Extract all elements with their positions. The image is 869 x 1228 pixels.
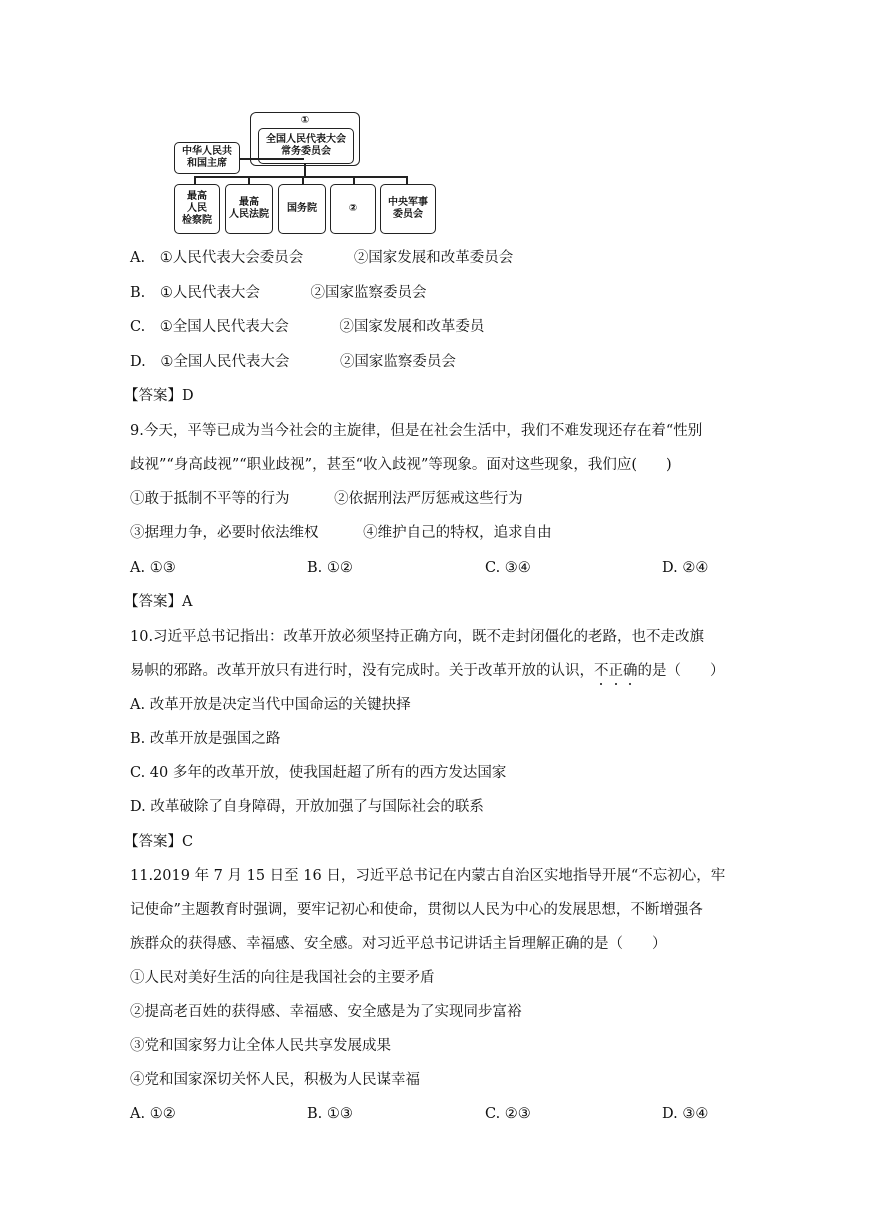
q11-choice-a: A. ①② bbox=[130, 1106, 176, 1122]
q9-item: ①敢于抵制不平等的行为 bbox=[130, 491, 290, 507]
q9-choice-d: D. ②④ bbox=[662, 560, 709, 576]
q10-answer: 【答案】C bbox=[124, 834, 194, 850]
q9-choice-a: A. ①③ bbox=[130, 560, 176, 576]
diagram-box-1-label: ① bbox=[300, 115, 310, 126]
q10-emphasis: 确 bbox=[623, 663, 638, 679]
diagram-court-label: 最高 人民法院 bbox=[229, 197, 269, 220]
diagram-president-label: 中华人民共 和国主席 bbox=[182, 146, 232, 169]
diagram-connector bbox=[194, 176, 406, 178]
q11-choice-c: C. ②③ bbox=[485, 1106, 531, 1122]
q10-stem-line2 bbox=[130, 661, 725, 681]
q8-option-text: ②国家监察委员会 bbox=[339, 354, 456, 370]
q9-item: ②依据刑法严厉惩戒这些行为 bbox=[334, 491, 523, 507]
diagram-procuratorate-label: 最高 人民 检察院 bbox=[182, 191, 212, 226]
q11-item-1: ①人民对美好生活的向往是我国社会的主要矛盾 bbox=[130, 970, 435, 986]
diagram-supreme-court bbox=[225, 184, 273, 234]
q9-items-row2 bbox=[130, 523, 552, 543]
diagram-connector bbox=[406, 176, 408, 184]
diagram-cmc-label: 中央军事 委员会 bbox=[388, 197, 428, 220]
q8-option-letter: C. bbox=[130, 319, 146, 335]
diagram-connector bbox=[248, 176, 250, 184]
diagram-connector bbox=[302, 176, 304, 184]
q10-stem-text: 易帜的邪路。改革开放只有进行时，没有完成时。关于改革开放的认识， bbox=[130, 663, 594, 679]
q8-option-letter: D. bbox=[130, 354, 146, 370]
q8-option-text: ①人民代表大会委员会 bbox=[159, 250, 304, 266]
q10-emphasis: 不 bbox=[594, 663, 609, 679]
q11-stem-line2: 记使命”主题教育时强调，要牢记初心和使命，贯彻以人民为中心的发展思想，不断增强各 bbox=[130, 902, 703, 918]
q9-item: ④维护自己的特权，追求自由 bbox=[363, 525, 552, 541]
q8-option-d bbox=[130, 352, 456, 372]
q8-option-letter: B. bbox=[130, 285, 146, 301]
q8-answer: 【答案】D bbox=[124, 388, 194, 404]
q8-option-a bbox=[130, 248, 513, 268]
q10-option-b: B. 改革开放是强国之路 bbox=[130, 731, 281, 747]
q9-stem-line1: 9.今天，平等已成为当今社会的主旋律，但是在社会生活中，我们不难发现还存在着“性别 bbox=[130, 423, 703, 439]
q11-choice-d: D. ③④ bbox=[662, 1106, 709, 1122]
q9-choice-b: B. ①② bbox=[307, 560, 353, 576]
q10-option-c: C. 40 多年的改革开放，使我国赶超了所有的西方发达国家 bbox=[130, 765, 507, 781]
diagram-supreme-procuratorate bbox=[174, 184, 220, 234]
q8-option-text: ①全国人民代表大会 bbox=[160, 354, 290, 370]
state-organs-diagram bbox=[170, 108, 440, 238]
q11-item-3: ③党和国家努力让全体人民共享发展成果 bbox=[130, 1038, 391, 1054]
q9-choice-c: C. ③④ bbox=[485, 560, 531, 576]
q9-stem-line2: 歧视”“身高歧视”“职业歧视”，甚至“收入歧视”等现象。面对这些现象，我们应( ) bbox=[130, 457, 672, 473]
diagram-box-2-label: ② bbox=[348, 203, 358, 214]
diagram-president bbox=[174, 142, 240, 174]
q8-option-text: ①全国人民代表大会 bbox=[159, 319, 289, 335]
diagram-connector bbox=[194, 176, 196, 184]
q11-stem-line1: 11.2019 年 7 月 15 日至 16 日，习近平总书记在内蒙古自治区实地指导开展“不忘初心，牢 bbox=[130, 868, 726, 884]
diagram-central-military-commission bbox=[380, 184, 436, 234]
diagram-state-council bbox=[278, 184, 326, 234]
q10-option-a: A. 改革开放是决定当代中国命运的关键抉择 bbox=[130, 697, 411, 713]
q10-stem-text: 的是（ ） bbox=[637, 663, 725, 679]
q10-option-d: D. 改革破除了自身障碍，开放加强了与国际社会的联系 bbox=[130, 799, 484, 815]
diagram-npc-label: 全国人民代表大会 常务委员会 bbox=[266, 134, 346, 157]
q8-option-text: ①人民代表大会 bbox=[159, 285, 260, 301]
q9-answer: 【答案】A bbox=[124, 594, 193, 610]
q9-item: ③据理力争，必要时依法维权 bbox=[130, 525, 319, 541]
q11-choice-b: B. ①③ bbox=[307, 1106, 353, 1122]
q10-stem-line1: 10.习近平总书记指出：改革开放必须坚持正确方向，既不走封闭僵化的老路，也不走改旗 bbox=[130, 629, 705, 645]
diagram-connector bbox=[353, 176, 355, 184]
q8-option-text: ②国家监察委员会 bbox=[310, 285, 427, 301]
q8-option-text: ②国家发展和改革委员 bbox=[339, 319, 485, 335]
q10-emphasis: 正 bbox=[608, 663, 623, 679]
q11-item-2: ②提高老百姓的获得感、幸福感、安全感是为了实现同步富裕 bbox=[130, 1004, 522, 1020]
q8-option-c bbox=[130, 317, 484, 337]
q9-items-row1 bbox=[130, 489, 523, 509]
diagram-council-label: 国务院 bbox=[287, 203, 317, 214]
diagram-connector bbox=[240, 158, 304, 160]
q11-item-4: ④党和国家深切关怀人民，积极为人民谋幸福 bbox=[130, 1072, 420, 1088]
q8-option-b bbox=[130, 283, 426, 303]
q8-option-text: ②国家发展和改革委员会 bbox=[353, 250, 514, 266]
q8-option-letter: A. bbox=[130, 250, 146, 266]
q11-stem-line3: 族群众的获得感、幸福感、安全感。对习近平总书记讲话主旨理解正确的是（ ） bbox=[130, 936, 667, 952]
diagram-box-2 bbox=[330, 184, 376, 234]
